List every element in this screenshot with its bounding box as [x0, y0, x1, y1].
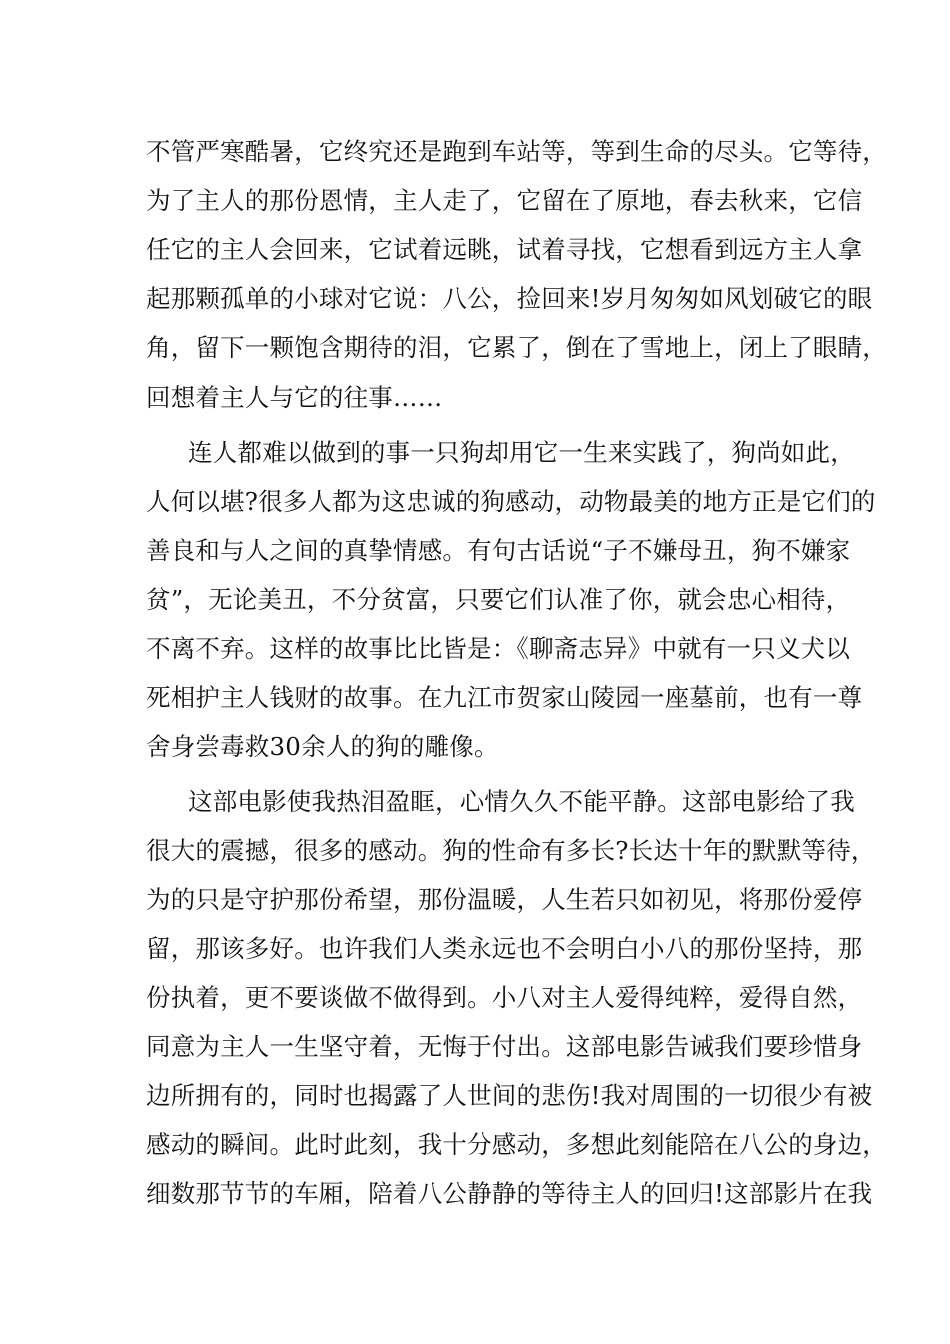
paragraph-start-line: 这部电影使我热泪盈眶，心情久久不能平静。这部电影给了我: [188, 787, 855, 816]
text-line: 为了主人的那份恩情，主人走了，它留在了原地，春去秋来，它信: [146, 186, 863, 215]
text-line: 起那颗孤单的小球对它说：八公，捡回来!岁月匆匆如风划破它的眼: [146, 284, 873, 313]
text-line: 为的只是守护那份希望，那份温暖，人生若只如初见，将那份爱停: [146, 885, 863, 914]
text-line: 边所拥有的，同时也揭露了人世间的悲伤!我对周围的一切很少有被: [146, 1081, 873, 1110]
text-line: 同意为主人一生坚守着，无悔于付出。这部电影告诫我们要珍惜身: [146, 1032, 863, 1061]
text-line: 细数那节节的车厢，陪着八公静静的等待主人的回归!这部影片在我: [146, 1179, 873, 1208]
text-line: 回想着主人与它的往事……: [146, 383, 443, 412]
text-line: 留，那该多好。也许我们人类永远也不会明白小八的那份坚持，那: [146, 934, 863, 963]
text-line: 份执着，更不要谈做不做得到。小八对主人爱得纯粹，爱得自然，: [146, 983, 863, 1012]
text-line: 不离不弃。这样的故事比比皆是：《聊斋志异》中就有一只义犬以: [146, 634, 851, 663]
text-line: 任它的主人会回来，它试着远眺，试着寻找，它想看到远方主人拿: [146, 235, 863, 264]
paragraph-start-line: 连人都难以做到的事一只狗却用它一生来实践了，狗尚如此，: [188, 438, 855, 467]
text-line: 死相护主人钱财的故事。在九江市贺家山陵园一座墓前，也有一尊: [146, 683, 863, 712]
text-line: 不管严寒酷暑，它终究还是跑到车站等，等到生命的尽头。它等待，: [146, 137, 887, 166]
text-line: 舍身尝毒救30余人的狗的雕像。: [146, 732, 499, 761]
text-line: 感动的瞬间。此时此刻，我十分感动，多想此刻能陪在八公的身边，: [146, 1130, 887, 1159]
text-line: 角，留下一颗饱含期待的泪，它累了，倒在了雪地上，闭上了眼睛，: [146, 333, 887, 362]
text-line: 善良和与人之间的真挚情感。有句古话说“子不嫌母丑，狗不嫌家: [146, 536, 851, 565]
text-line: 人何以堪?很多人都为这忠诚的狗感动，动物最美的地方正是它们的: [146, 487, 876, 516]
text-line: 贫”，无论美丑，不分贫富，只要它们认准了你，就会忠心相待，: [146, 585, 851, 614]
text-line: 很大的震撼，很多的感动。狗的性命有多长?长达十年的默默等待，: [146, 836, 876, 865]
